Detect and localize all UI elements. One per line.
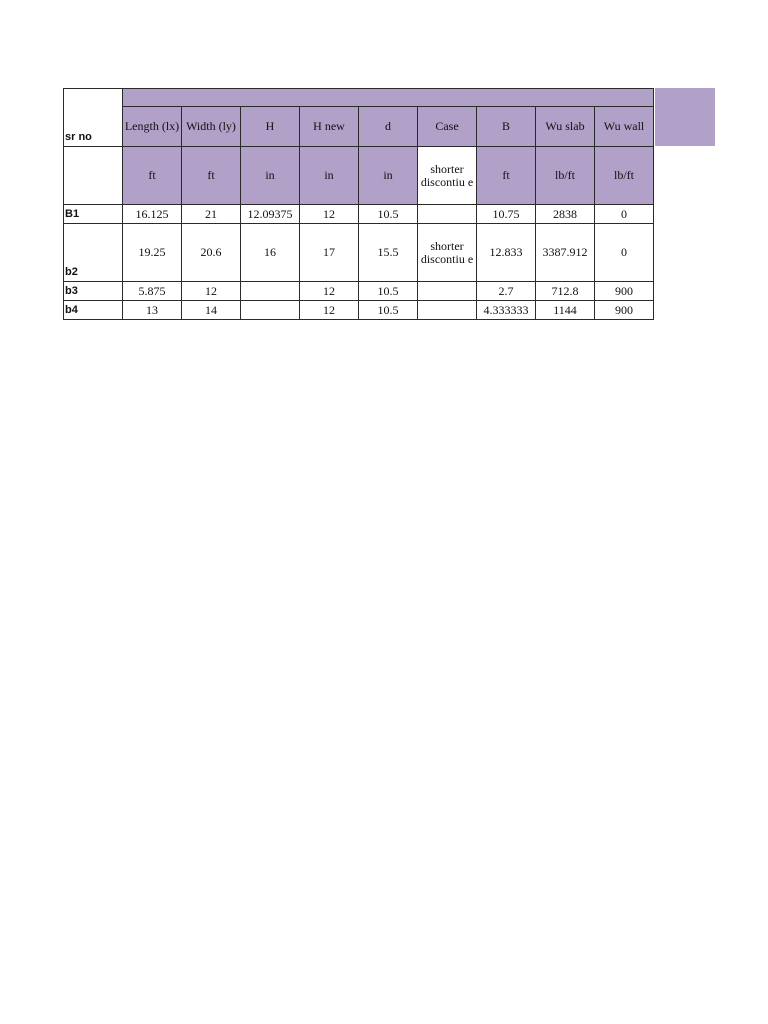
- header-h-new[interactable]: H new: [300, 107, 359, 147]
- header-length[interactable]: Length (lx): [123, 107, 182, 147]
- cell-h-new[interactable]: 12: [300, 205, 359, 224]
- unit-length[interactable]: ft: [123, 147, 182, 205]
- cell-case[interactable]: [418, 282, 477, 301]
- table-row: [64, 301, 654, 320]
- unit-b[interactable]: ft: [477, 147, 536, 205]
- cell-wu-wall[interactable]: 0: [595, 224, 654, 282]
- unit-h-new[interactable]: in: [300, 147, 359, 205]
- cell-d[interactable]: 10.5: [359, 301, 418, 320]
- cell-b[interactable]: 10.75: [477, 205, 536, 224]
- header-case[interactable]: Case: [418, 107, 477, 147]
- cell-h-new[interactable]: 12: [300, 282, 359, 301]
- header-h[interactable]: H: [241, 107, 300, 147]
- cell-h[interactable]: [241, 301, 300, 320]
- header-band-cell[interactable]: [123, 89, 654, 107]
- cell-b[interactable]: 4.333333: [477, 301, 536, 320]
- table-row: [64, 224, 654, 282]
- table-row: [64, 205, 654, 224]
- cell-wu-wall[interactable]: 900: [595, 301, 654, 320]
- cell-case[interactable]: [418, 205, 477, 224]
- header-row: [64, 107, 654, 147]
- unit-width[interactable]: ft: [182, 147, 241, 205]
- header-d[interactable]: d: [359, 107, 418, 147]
- table-row: [64, 282, 654, 301]
- cell-wu-wall[interactable]: 0: [595, 205, 654, 224]
- header-band-extension: [655, 88, 715, 146]
- cell-h[interactable]: 16: [241, 224, 300, 282]
- unit-case[interactable]: shorter discontiu e: [418, 147, 477, 205]
- row-label[interactable]: b3: [64, 282, 123, 301]
- cell-length[interactable]: 19.25: [123, 224, 182, 282]
- cell-width[interactable]: 20.6: [182, 224, 241, 282]
- sr-no-cell-top[interactable]: [64, 89, 123, 107]
- cell-d[interactable]: 10.5: [359, 205, 418, 224]
- header-width[interactable]: Width (ly): [182, 107, 241, 147]
- unit-wu-slab[interactable]: lb/ft: [536, 147, 595, 205]
- cell-h-new[interactable]: 17: [300, 224, 359, 282]
- cell-wu-slab[interactable]: 3387.912: [536, 224, 595, 282]
- cell-wu-slab[interactable]: 2838: [536, 205, 595, 224]
- cell-case[interactable]: shorter discontiu e: [418, 224, 477, 282]
- cell-h[interactable]: [241, 282, 300, 301]
- cell-length[interactable]: 5.875: [123, 282, 182, 301]
- cell-wu-slab[interactable]: 1144: [536, 301, 595, 320]
- row-label[interactable]: B1: [64, 205, 123, 224]
- cell-b[interactable]: 2.7: [477, 282, 536, 301]
- units-row: [64, 147, 654, 205]
- row-label[interactable]: b2: [64, 224, 123, 282]
- cell-d[interactable]: 10.5: [359, 282, 418, 301]
- cell-h-new[interactable]: 12: [300, 301, 359, 320]
- header-wu-wall[interactable]: Wu wall: [595, 107, 654, 147]
- cell-wu-wall[interactable]: 900: [595, 282, 654, 301]
- cell-wu-slab[interactable]: 712.8: [536, 282, 595, 301]
- cell-width[interactable]: 12: [182, 282, 241, 301]
- cell-b[interactable]: 12.833: [477, 224, 536, 282]
- unit-h[interactable]: in: [241, 147, 300, 205]
- cell-length[interactable]: 16.125: [123, 205, 182, 224]
- beam-data-table: [63, 88, 654, 320]
- cell-length[interactable]: 13: [123, 301, 182, 320]
- row-label[interactable]: b4: [64, 301, 123, 320]
- unit-wu-wall[interactable]: lb/ft: [595, 147, 654, 205]
- cell-width[interactable]: 14: [182, 301, 241, 320]
- spreadsheet-table-region: [63, 88, 654, 320]
- cell-h[interactable]: 12.09375: [241, 205, 300, 224]
- units-sr-cell[interactable]: [64, 147, 123, 205]
- top-band-row: [64, 89, 654, 107]
- header-b[interactable]: B: [477, 107, 536, 147]
- sr-no-header[interactable]: sr no: [64, 107, 123, 147]
- cell-d[interactable]: 15.5: [359, 224, 418, 282]
- unit-d[interactable]: in: [359, 147, 418, 205]
- cell-width[interactable]: 21: [182, 205, 241, 224]
- cell-case[interactable]: [418, 301, 477, 320]
- header-wu-slab[interactable]: Wu slab: [536, 107, 595, 147]
